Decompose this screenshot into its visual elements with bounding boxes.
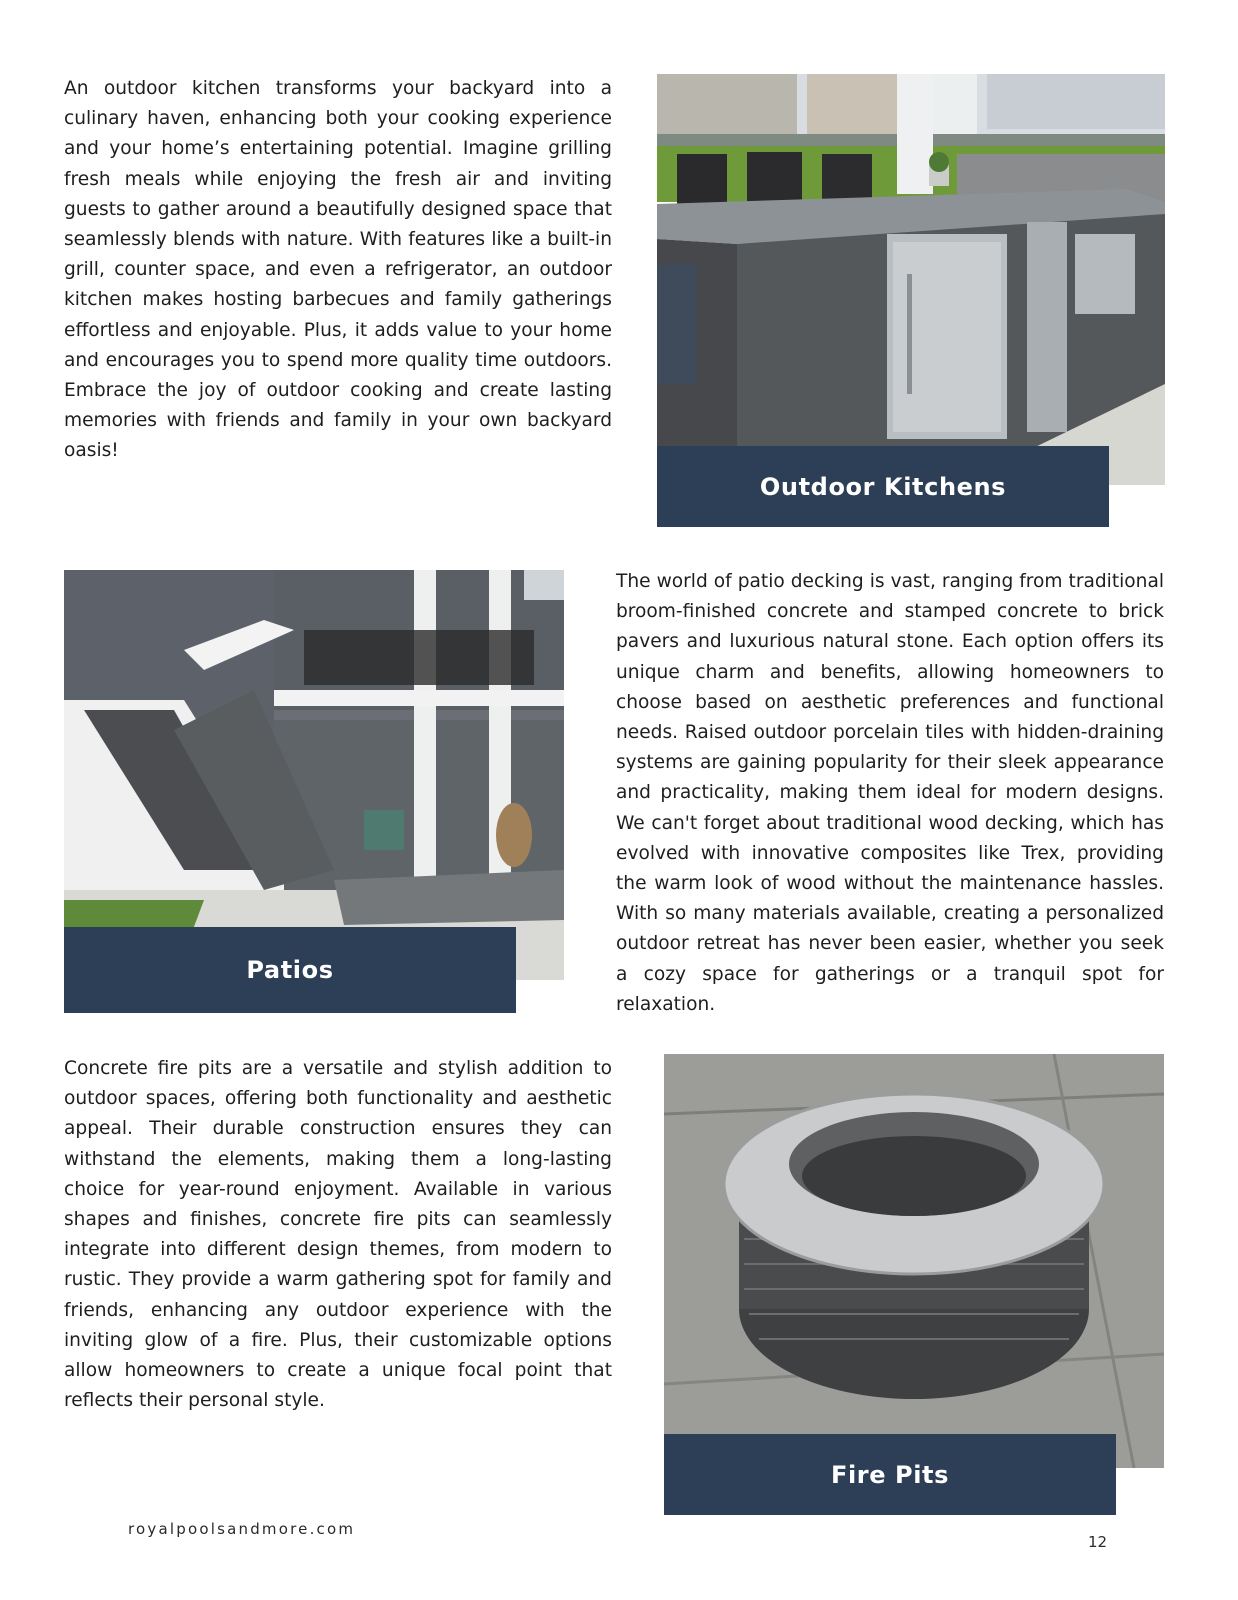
- page-number: 12: [1088, 1533, 1108, 1551]
- fire-pits-paragraph: Concrete fire pits are a versatile and stylish addition to outdoor spaces, offering both functionality and aesthetic appeal. Their durable construction ensures they can withstand the elements, making them a long-lasting choice for year-round enjoyment. Available in various shapes and finishes, concrete fire pits can seamlessly integrate into different design themes, from modern to rustic. They provide a warm gathering spot for family and friends, enhancing any outdoor experience with the inviting glow of a fire. Plus, their customizable options allow homeowners to create a unique focal point that reflects their personal style.: [64, 1058, 612, 1412]
- footer-website: royalpoolsandmore.com: [128, 1520, 356, 1538]
- patios-title: Patios: [64, 927, 516, 1013]
- patios-paragraph: The world of patio decking is vast, ranging from traditional broom-finished concrete and stamped concrete to brick pavers and luxurious natural stone. Each option offers its unique charm and benefits, allowing homeowners to choose based on aesthetic preferences and functional needs. Raised outdoor porcelain tiles with hidden-draining systems are gaining popularity for their sleek appearance and practicality, making them ideal for modern designs. We can't forget about traditional wood decking, which has evolved with innovative composites like Trex, providing the warm look of wood without the maintenance hassles. With so many materials available, creating a personalized outdoor retreat has never been easier, whether you seek a cozy space for gatherings or a tranquil spot for relaxation.: [616, 571, 1164, 1015]
- outdoor-kitchens-title: Outdoor Kitchens: [657, 446, 1109, 527]
- patio-photo: [64, 570, 564, 980]
- fire-pit-photo: [664, 1054, 1164, 1468]
- outdoor-kitchen-photo: [657, 74, 1165, 485]
- fire-pits-title: Fire Pits: [664, 1434, 1116, 1515]
- outdoor-kitchens-paragraph: An outdoor kitchen transforms your backyard into a culinary haven, enhancing both your cooking experience and your home’s entertaining potential. Imagine grilling fresh meals while enjoying the fresh air and inviting guests to gather around a beautifully designed space that seamlessly blends with nature. With features like a built-in grill, counter space, and even a refrigerator, an outdoor kitchen makes hosting barbecues and family gatherings effortless and enjoyable. Plus, it adds value to your home and encourages you to spend more quality time outdoors. Embrace the joy of outdoor cooking and create lasting memories with friends and family in your own backyard oasis!: [64, 78, 612, 462]
